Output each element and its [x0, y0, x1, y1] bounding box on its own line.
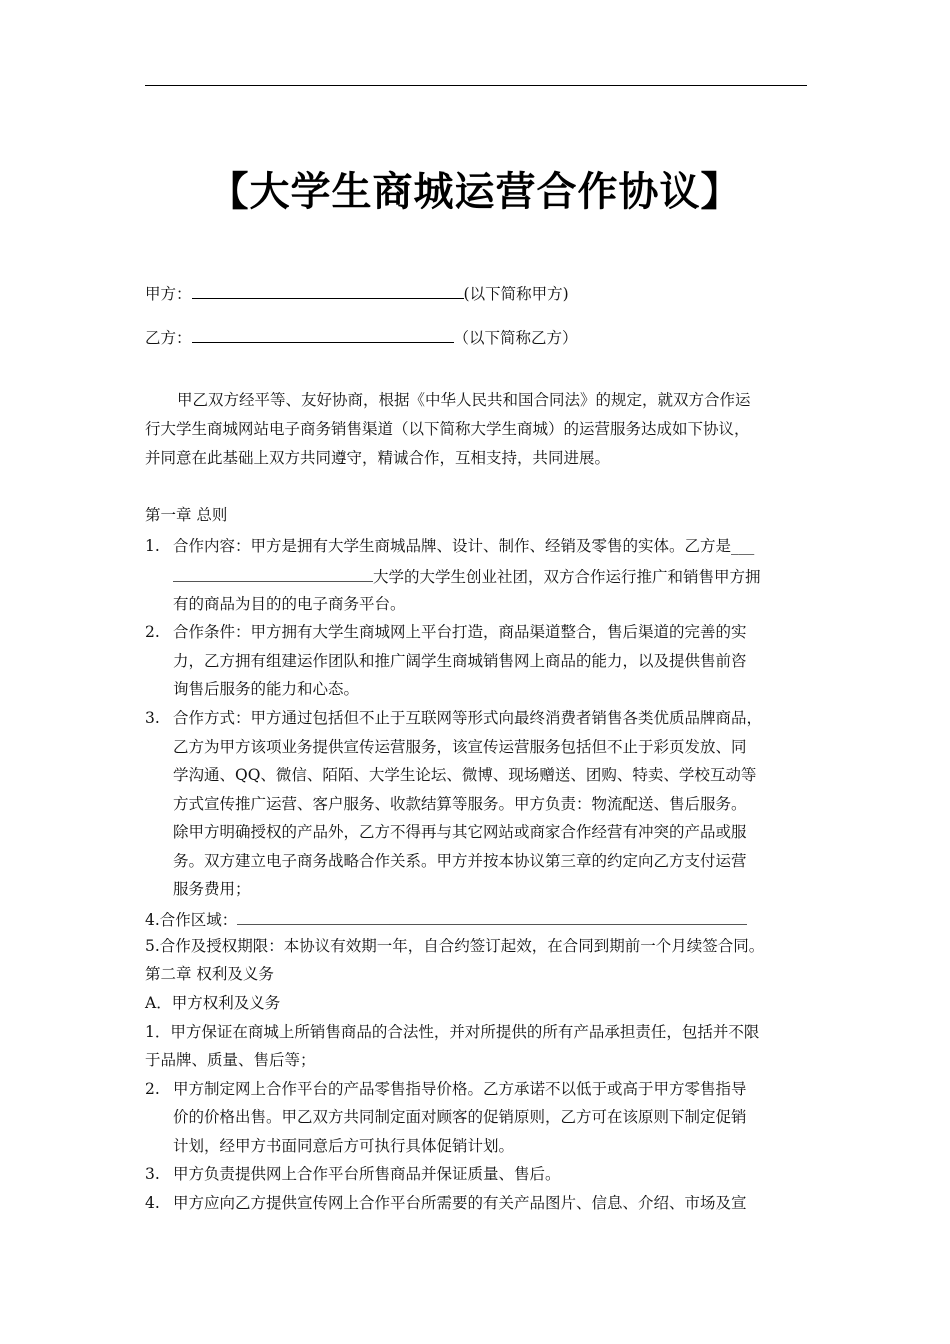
- chapter-2-subheading-a: A．甲方权利及义务: [145, 994, 281, 1012]
- ch2-item-3-text: 甲方负责提供网上合作平台所售商品并保证质量、售后。: [173, 1165, 561, 1183]
- header-rule: [145, 85, 807, 86]
- ch2-item-3: [145, 1164, 561, 1184]
- ch1-item-5-text: 合作及授权期限：本协议有效期一年，自合约签订起效，在合同到期前一个月续签合同。: [159, 937, 765, 955]
- preamble-line-1: 甲乙双方经平等、友好协商，根据《中华人民共和国合同法》的规定，就双方合作运: [177, 391, 751, 409]
- list-number: 4.: [145, 911, 160, 929]
- ch1-item-3-line-3: 学沟通、QQ、微信、陌陌、大学生论坛、微博、现场赠送、团购、特卖、学校互动等: [173, 766, 757, 784]
- ch1-item-4: [145, 908, 747, 930]
- party-a-suffix: (以下简称甲方): [463, 285, 569, 303]
- document-title: 【大学生商城运营合作协议】: [208, 169, 742, 215]
- ch2-item-2-line-2: 价的价格出售。甲乙双方共同制定面对顾客的促销原则，乙方可在该原则下制定促销: [173, 1108, 747, 1126]
- ch1-item-1: [145, 536, 754, 556]
- ch2-item-2-line-1: 甲方制定网上合作平台的产品零售指导价格。乙方承诺不以低于或高于甲方零售指导: [173, 1080, 747, 1098]
- chapter-1-heading: 第一章 总则: [145, 506, 228, 524]
- party-b-suffix: （以下简称乙方）: [453, 329, 578, 347]
- ch1-item-2-line-1: 合作条件：甲方拥有大学生商城网上平台打造，商品渠道整合，售后渠道的完善的实: [173, 623, 747, 641]
- ch2-item-2-line-3: 计划，经甲方书面同意后方可执行具体促销计划。: [173, 1137, 515, 1155]
- university-blank[interactable]: [173, 565, 373, 582]
- ch2-item-1-line-1: 1．甲方保证在商城上所销售商品的合法性，并对所提供的所有产品承担责任，包括并不限: [145, 1023, 760, 1041]
- list-number: 2.: [145, 1080, 160, 1098]
- ch1-item-5: [145, 936, 764, 956]
- ch1-item-3-line-5: 除甲方明确授权的产品外，乙方不得再与其它网站或商家合作经营有冲突的产品或服: [173, 823, 747, 841]
- ch1-item-2-line-3: 询售后服务的能力和心态。: [173, 680, 360, 698]
- ch1-item-3-line-4: 方式宣传推广运营、客户服务、收款结算等服务。甲方负责：物流配送、售后服务。: [173, 795, 747, 813]
- party-a-line: [145, 282, 569, 304]
- chapter-2-heading: 第二章 权利及义务: [145, 965, 274, 983]
- party-a-label: 甲方：: [145, 285, 192, 303]
- party-b-label: 乙方：: [145, 329, 192, 347]
- party-a-blank[interactable]: [192, 282, 464, 299]
- ch1-item-4-text: 合作区域：: [159, 911, 238, 929]
- ch1-item-3-line-7: 服务费用；: [173, 880, 251, 898]
- ch1-item-1-line-3: 有的商品为目的的电子商务平台。: [173, 595, 406, 613]
- ch2-item-1-line-2: 于品牌、质量、售后等；: [145, 1051, 316, 1069]
- party-b-line: [145, 326, 578, 348]
- list-number: 2.: [145, 623, 160, 641]
- region-blank[interactable]: [237, 908, 747, 925]
- ch1-item-1-line-2: 大学的大学生创业社团，双方合作运行推广和销售甲方拥: [373, 568, 761, 586]
- ch2-item-4-text: 甲方应向乙方提供宣传网上合作平台所需要的有关产品图片、信息、介绍、市场及宣: [173, 1194, 747, 1212]
- list-number: 3.: [145, 709, 160, 727]
- ch1-item-2: [145, 622, 747, 642]
- list-number: 3.: [145, 1165, 160, 1183]
- list-number: 5.: [145, 937, 160, 955]
- ch1-item-3-line-1: 合作方式：甲方通过包括但不止于互联网等形式向最终消费者销售各类优质品牌商品，: [173, 709, 763, 727]
- party-b-blank[interactable]: [192, 326, 454, 343]
- ch1-item-3: [145, 708, 762, 728]
- ch1-item-3-line-2: 乙方为甲方该项业务提供宣传运营服务，该宣传运营服务包括但不止于彩页发放、同: [173, 738, 747, 756]
- ch1-item-3-line-6: 务。双方建立电子商务战略合作关系。甲方并按本协议第三章的约定向乙方支付运营: [173, 852, 747, 870]
- preamble-line-3: 并同意在此基础上双方共同遵守，精诚合作，互相支持，共同进展。: [145, 449, 611, 467]
- list-number: 4.: [145, 1194, 160, 1212]
- ch1-item-2-line-2: 力，乙方拥有组建运作团队和推广阔学生商城销售网上商品的能力，以及提供售前咨: [173, 652, 747, 670]
- ch1-item-1-line-1: 合作内容：甲方是拥有大学生商城品牌、设计、制作、经销及零售的实体。乙方是___: [173, 537, 755, 555]
- ch2-item-2: [145, 1079, 747, 1099]
- ch1-item-1-line-2-wrap: [173, 565, 761, 587]
- ch2-item-4: [145, 1193, 747, 1213]
- list-number: 1.: [145, 537, 160, 555]
- preamble-line-2: 行大学生商城网站电子商务销售渠道（以下简称大学生商城）的运营服务达成如下协议，: [145, 420, 750, 438]
